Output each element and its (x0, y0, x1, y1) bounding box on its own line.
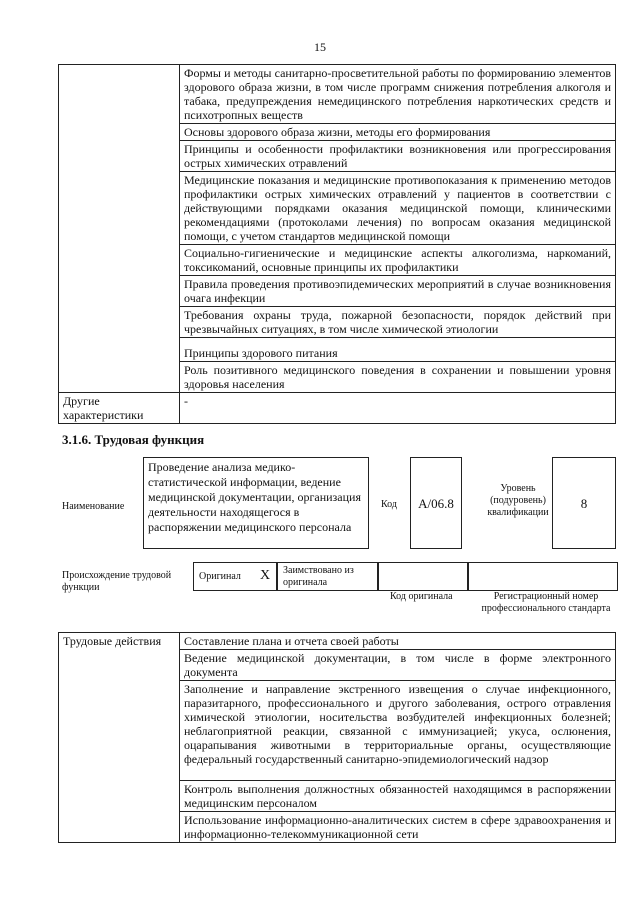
original-code-box (377, 562, 469, 591)
list-item: Медицинские показания и медицинские противопоказания к применению методов профилактики острых химических отравлений у пациентов в соответствии с действующими порядками оказания медицинской помощи, клиническими рекомендациями (протоколами лечения) по вопросам оказания медицинской помощи, с учетом стандартов медицинской помощи (180, 172, 616, 245)
reg-number-box (467, 562, 618, 591)
reg-number-caption: Регистрационный номер профессионального стандарта (481, 591, 611, 614)
list-item: Требования охраны труда, пожарной безопасности, порядок действий при чрезвычайных ситуациях, в том числе химической этиологии (180, 307, 616, 338)
original-label: Оригинал (199, 571, 241, 582)
list-item: Социально-гигиенические и медицинские аспекты алкоголизма, наркоманий, токсикоманий, основные принципы их профилактики (180, 245, 616, 276)
list-item: Основы здорового образа жизни, методы его формирования (180, 124, 616, 141)
list-item: Формы и методы санитарно-просветительной работы по формированию элементов здорового образа жизни, в том числе программ снижения потребления алкоголя и табака, предупреждения немедицинского потребления наркотических средств и психотропных веществ (180, 65, 616, 124)
list-item: Ведение медицинской документации, в том числе в форме электронного документа (180, 650, 616, 681)
level-value-box: 8 (552, 457, 616, 549)
borrowed-box (276, 562, 379, 591)
level-label: Уровень (подуровень) квалификации (487, 483, 549, 518)
labor-actions-label: Трудовые действия (59, 633, 180, 843)
list-item: Принципы здорового питания (180, 338, 616, 362)
name-label: Наименование (62, 501, 125, 512)
list-item: Роль позитивного медицинского поведения в сохранении и повышении уровня здоровья населения (180, 362, 616, 393)
list-item: Контроль выполнения должностных обязанностей находящимся в распоряжении медицинским персоналом (180, 781, 616, 812)
original-box (193, 562, 278, 591)
original-code-caption: Код оригинала (390, 591, 453, 602)
section-title: 3.1.6. Трудовая функция (62, 432, 205, 447)
origin-label: Происхождение трудовой функции (62, 570, 172, 593)
labor-actions-table (58, 632, 616, 843)
knowledge-table (58, 64, 616, 424)
code-label: Код (381, 499, 397, 510)
list-item: Принципы и особенности профилактики возникновения или прогрессирования острых химических отравлений (180, 141, 616, 172)
table-label-empty (59, 65, 180, 393)
function-name-box: Проведение анализа медико-статистической информации, ведение медицинской документации, организация деятельности находящегося в распоряжении медицинского персонала (143, 457, 369, 549)
original-mark: X (260, 568, 271, 583)
other-characteristics-label: Другие характеристики (59, 393, 180, 424)
list-item: Использование информационно-аналитических систем в сфере здравоохранения и информационно-телекоммуникационной сети (180, 812, 616, 843)
borrowed-label: Заимствовано из оригинала (283, 565, 354, 588)
code-value-box: А/06.8 (410, 457, 462, 549)
list-item: Заполнение и направление экстренного извещения о случае инфекционного, паразитарного, профессионального и другого заболевания, острого отравления химической этиологии, носительства возбудителей инфекционных болезней; неблагоприятной реакции, связанной с иммунизацией; укуса, ослюнения, оцарапывания животными в территориальные органы, осуществляющие федеральный государственный санитарно-эпидемиологический надзор (180, 681, 616, 781)
list-item: Правила проведения противоэпидемических мероприятий в случае возникновения очага инфекции (180, 276, 616, 307)
other-characteristics-value: - (180, 393, 616, 424)
list-item: Составление плана и отчета своей работы (180, 633, 616, 650)
page-number: 15 (314, 40, 326, 54)
